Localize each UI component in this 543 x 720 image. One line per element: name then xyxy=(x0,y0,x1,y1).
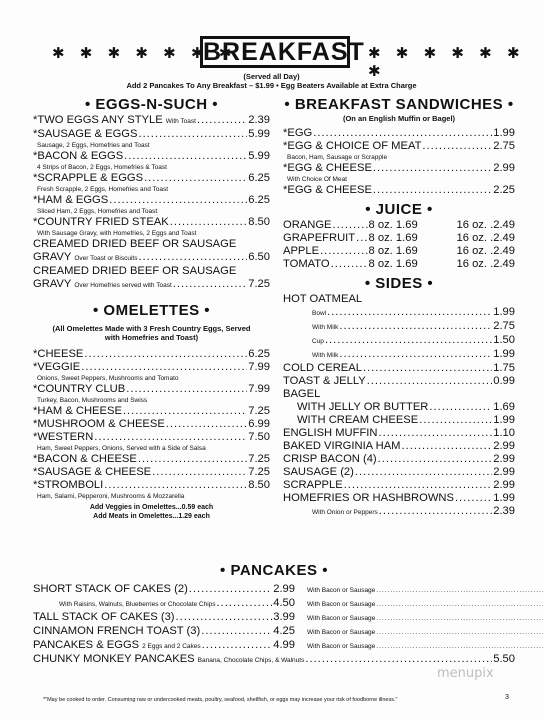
juice-8oz: 8 oz. 1.69 xyxy=(368,232,418,244)
menu-item: CHUNKY MONKEY PANCAKES Banana, Chocolate Chips, & Walnuts ..... 5.50 xyxy=(33,653,515,667)
item-price: 5.99 xyxy=(248,128,270,140)
item-name: CRISP BACON (4) xyxy=(283,453,377,465)
combo-label: With Bacon or Sausage xyxy=(307,629,376,636)
oatmeal-option xyxy=(283,320,515,334)
item-name: SAUSAGE & EGGS xyxy=(37,128,138,140)
leader-dots xyxy=(123,405,247,418)
juice-name: ORANGE xyxy=(283,219,332,231)
item-name: SAUSAGE (2) xyxy=(283,466,354,478)
menu-item xyxy=(33,453,270,466)
item-name: TALL STACK OF CAKES (3) xyxy=(33,611,175,623)
leader-dots xyxy=(126,383,247,396)
menu-item xyxy=(283,162,515,175)
item-name: VEGGIE xyxy=(37,361,81,373)
sides-list-2 xyxy=(283,427,515,505)
item-name: WESTERN xyxy=(37,431,94,443)
pancake-item xyxy=(33,583,515,597)
leader-dots xyxy=(94,431,247,444)
item-price: 6.25 xyxy=(248,348,270,360)
leader-dots xyxy=(422,140,492,153)
juice-8oz: 8 oz. 1.69 xyxy=(368,258,418,270)
menu-item xyxy=(283,375,515,388)
sides-section-title: • SIDES • xyxy=(364,275,434,292)
sandwich-list xyxy=(283,127,515,197)
item-name: CHEESE xyxy=(37,348,84,360)
leader-dots xyxy=(402,440,493,453)
menu-item xyxy=(283,140,515,153)
oatmeal-option xyxy=(283,348,515,362)
star-mark: * xyxy=(33,128,38,140)
item-name: EGG & CHEESE xyxy=(287,162,372,174)
pancake-list xyxy=(33,583,515,653)
pancake-left xyxy=(33,625,295,638)
item-name: EGG xyxy=(287,127,313,139)
leader-dots xyxy=(152,466,247,479)
add-meats-note: Add Meats in Omelettes...1.29 each xyxy=(93,513,210,520)
item-description: 4 Strips of Bacon, 2 Eggs, Homefries & Toast xyxy=(37,164,167,171)
left-column xyxy=(33,96,270,521)
sandwiches-section-title: • BREAKFAST SANDWICHES • xyxy=(284,96,514,113)
star-mark: * xyxy=(283,140,288,152)
item-price: 1.99 xyxy=(493,306,515,318)
menu-item: With Onion or Peppers ..... 2.39 xyxy=(283,505,515,519)
leader-dots xyxy=(189,583,272,596)
menu-item xyxy=(33,431,270,444)
item-price: 1.99 xyxy=(493,127,515,139)
item-name: COUNTRY FRIED STEAK xyxy=(37,216,169,228)
star-mark: * xyxy=(33,114,38,126)
juice-section-title: • JUICE • xyxy=(365,201,433,218)
leader-dots xyxy=(376,584,543,597)
leader-dots xyxy=(138,453,247,466)
item-price: 7.25 xyxy=(248,466,270,478)
menu-item xyxy=(283,479,515,492)
leader-dots xyxy=(455,492,492,505)
item-price: 2.75 xyxy=(493,140,515,152)
item-name: HAM & CHEESE xyxy=(37,405,122,417)
item-name: SAUSAGE & CHEESE xyxy=(37,466,152,478)
leader-dots xyxy=(84,348,247,361)
leader-dots xyxy=(138,128,247,141)
menu-item: CREAMED DRIED BEEF OR SAUSAGE xyxy=(33,265,237,277)
leader-dots xyxy=(124,150,247,163)
juice-8oz: 8 oz. 1.69 xyxy=(368,219,418,231)
item-price: 2.75 xyxy=(493,320,515,332)
pancakes-section xyxy=(33,562,515,667)
menu-item xyxy=(33,348,270,361)
pancake-addon-note: Add 2 Pancakes To Any Breakfast – $1.99 • Egg Beaters Available at Extra Charge xyxy=(126,81,417,90)
page-title: BREAKFAST xyxy=(200,36,350,68)
star-mark: * xyxy=(283,184,288,196)
combo-label: With Bacon or Sausage xyxy=(307,587,376,594)
item-price: 4.99 xyxy=(273,639,295,651)
omelette-list xyxy=(33,348,270,501)
leader-dots xyxy=(373,184,492,197)
served-note: (Served all Day) xyxy=(243,72,300,81)
leader-dots xyxy=(176,611,273,624)
pancake-left xyxy=(33,611,295,624)
item-price: 2.99 xyxy=(273,583,295,595)
menu-item xyxy=(33,150,270,163)
leader-dots xyxy=(202,639,273,652)
menu-item xyxy=(33,479,270,492)
item-name: PANCAKES & EGGS xyxy=(33,639,140,651)
item-note: With Toast xyxy=(165,118,196,125)
juice-16oz: 16 oz. .2.49 xyxy=(456,219,515,231)
item-price: 2.99 xyxy=(493,440,515,452)
stars-right: ✱ ✱ ✱ ✱ ✱ ✱ ✱ xyxy=(368,44,525,80)
menu-item xyxy=(283,427,515,440)
stars-left: ✱ ✱ ✱ ✱ ✱ ✱ ✱ xyxy=(52,44,237,62)
omelettes-section-title: • OMELETTES • xyxy=(92,302,210,319)
leader-dots xyxy=(339,348,492,361)
menu-item xyxy=(283,414,515,427)
menu-item xyxy=(33,418,270,431)
item-price: 3.99 xyxy=(273,611,295,623)
star-mark: * xyxy=(33,348,38,360)
item-description: Ham, Salami, Pepperoni, Mushrooms & Mozzarella xyxy=(37,493,185,500)
juice-item xyxy=(283,245,515,258)
item-name: BACON & EGGS xyxy=(37,150,124,162)
menu-item xyxy=(283,440,515,453)
leader-dots xyxy=(344,479,493,492)
item-name: With Milk xyxy=(312,352,339,359)
item-name: SCRAPPLE xyxy=(283,479,343,491)
item-price: 7.50 xyxy=(248,431,270,443)
item-description: Fresh Scrapple, 2 Eggs, Homefries and Toast xyxy=(37,186,169,193)
item-price: 4.50 xyxy=(273,597,295,609)
item-name: Bowl xyxy=(312,310,327,317)
item-price: 8.50 xyxy=(248,479,270,491)
leader-dots xyxy=(339,320,492,333)
item-name: HAM & EGGS xyxy=(37,194,109,206)
menu-item xyxy=(33,128,270,141)
pancake-right xyxy=(295,611,543,625)
item-price: 7.25 xyxy=(248,453,270,465)
menu-item: HOT OATMEAL xyxy=(283,293,363,305)
leader-dots xyxy=(201,625,272,638)
item-price: 2.99 xyxy=(493,479,515,491)
combo-label: With Bacon or Sausage xyxy=(307,643,376,650)
menu-item xyxy=(283,492,515,505)
juice-name: TOMATO xyxy=(283,258,330,270)
star-mark: * xyxy=(33,466,38,478)
item-name: TWO EGGS ANY STYLE xyxy=(37,114,163,126)
leader-dots xyxy=(170,216,247,229)
menu-item xyxy=(33,172,270,185)
pancake-right xyxy=(295,597,543,611)
menu-item: GRAVY Over Toast or Biscuits ..... 6.50 xyxy=(33,251,270,265)
pancake-item xyxy=(33,625,515,639)
add-veggies-note: Add Veggies in Omelettes...0.59 each xyxy=(89,504,214,511)
item-price: 2.99 xyxy=(493,453,515,465)
leader-dots xyxy=(355,466,492,479)
star-mark: * xyxy=(33,431,38,443)
item-name: MUSHROOM & CHEESE xyxy=(37,418,165,430)
menu-item xyxy=(283,127,515,140)
leader-dots xyxy=(429,401,492,414)
leader-dots xyxy=(378,453,493,466)
leader-dots xyxy=(325,334,492,347)
juice-item xyxy=(283,219,515,232)
item-price: 0.99 xyxy=(493,375,515,387)
leader-dots xyxy=(144,172,247,185)
item-name: CINNAMON FRENCH TOAST (3) xyxy=(33,625,201,637)
item-description: With Choice Of Meat xyxy=(287,176,347,183)
menu-item: BAGEL xyxy=(283,388,321,400)
leader-dots xyxy=(81,361,247,374)
leader-dots xyxy=(356,232,367,245)
star-mark: * xyxy=(33,361,38,373)
page-number: 3 xyxy=(505,694,509,701)
item-description: Turkey, Bacon, Mushrooms and Swiss xyxy=(37,397,148,404)
menu-item xyxy=(33,383,270,396)
leader-dots xyxy=(217,597,273,610)
item-name: Cup xyxy=(312,338,324,345)
menu-item xyxy=(283,466,515,479)
watermark: menupix xyxy=(437,666,494,681)
sandwiches-note: (On an English Muffin or Bagel) xyxy=(342,114,456,123)
leader-dots xyxy=(166,418,247,431)
item-note: 2 Eggs and 2 Cakes xyxy=(142,643,201,650)
item-price: 6.25 xyxy=(248,172,270,184)
leader-dots xyxy=(376,626,543,639)
right-column xyxy=(283,96,515,519)
item-price: 7.99 xyxy=(248,383,270,395)
oatmeal-option xyxy=(283,306,515,320)
item-name: COUNTRY CLUB xyxy=(37,383,126,395)
item-name: EGG & CHOICE OF MEAT xyxy=(287,140,422,152)
pancake-right xyxy=(295,639,543,653)
star-mark: * xyxy=(33,194,38,206)
menu-item xyxy=(283,401,515,414)
item-price: 4.25 xyxy=(273,625,295,637)
item-price: 7.25 xyxy=(248,405,270,417)
item-name: With Milk xyxy=(312,324,339,331)
leader-dots xyxy=(376,598,543,611)
item-price: 6.99 xyxy=(248,418,270,430)
star-mark: * xyxy=(33,383,38,395)
item-name: WITH CREAM CHEESE xyxy=(297,414,419,426)
leader-dots xyxy=(197,114,247,127)
item-price: 1.99 xyxy=(493,348,515,360)
item-description: Bacon, Ham, Sausage or Scrapple xyxy=(287,154,388,161)
oatmeal-list xyxy=(283,306,515,362)
item-price: 5.99 xyxy=(248,150,270,162)
juice-name: GRAPEFRUIT xyxy=(283,232,356,244)
star-mark: * xyxy=(33,479,38,491)
item-name: HOMEFRIES OR HASHBROWNS xyxy=(283,492,454,504)
juice-item xyxy=(283,232,515,245)
item-price: 7.99 xyxy=(248,361,270,373)
item-description: Onions, Sweet Peppers, Mushrooms and Tomato xyxy=(37,375,179,382)
pancake-item xyxy=(33,611,515,625)
juice-16oz: 16 oz. .2.49 xyxy=(456,258,515,270)
pancake-left xyxy=(33,639,295,653)
menu-item xyxy=(33,114,270,128)
item-description: Sliced Ham, 2 Eggs, Homefries and Toast xyxy=(37,208,158,215)
leader-dots xyxy=(320,245,367,258)
star-mark: * xyxy=(33,150,38,162)
item-description: With Sausage Gravy, with Homefries, 2 Eggs and Toast xyxy=(37,230,197,237)
leader-dots xyxy=(327,306,492,319)
item-name: WITH JELLY OR BUTTER xyxy=(297,401,429,413)
leader-dots xyxy=(331,258,368,271)
item-price: 8.50 xyxy=(248,216,270,228)
menu-item xyxy=(283,184,515,197)
star-mark: * xyxy=(33,405,38,417)
item-price: 6.25 xyxy=(248,194,270,206)
pancakes-section-title: • PANCAKES • xyxy=(220,562,328,579)
item-name: SCRAPPLE & EGGS xyxy=(37,172,144,184)
item-name: BACON & CHEESE xyxy=(37,453,137,465)
item-name: COLD CEREAL xyxy=(283,362,362,374)
item-price: 2.99 xyxy=(493,466,515,478)
leader-dots xyxy=(363,362,492,375)
eggs-list xyxy=(33,114,270,238)
leader-dots xyxy=(313,127,492,140)
juice-8oz: 8 oz. 1.69 xyxy=(368,245,418,257)
pancake-left xyxy=(33,583,295,596)
star-mark: * xyxy=(33,453,38,465)
menu-item: GRAVY Over Homefries served with Toast ..... 7.25 xyxy=(33,278,270,292)
leader-dots xyxy=(376,612,543,625)
leader-dots xyxy=(367,375,493,388)
pancake-item xyxy=(33,639,515,653)
item-name: TOAST & JELLY xyxy=(283,375,366,387)
leader-dots xyxy=(419,414,492,427)
item-description: Sausage, 2 Eggs, Homefries and Toast xyxy=(37,142,150,149)
leader-dots xyxy=(376,640,543,653)
leader-dots xyxy=(333,219,368,232)
menu-item xyxy=(33,194,270,207)
eggs-section-title: • EGGS-N-SUCH • xyxy=(84,96,218,113)
leader-dots xyxy=(373,162,492,175)
menu-item xyxy=(33,361,270,374)
star-mark: * xyxy=(33,216,38,228)
menu-item xyxy=(283,362,515,375)
pancake-left xyxy=(33,597,295,611)
juice-item xyxy=(283,258,515,271)
item-price: 2.99 xyxy=(493,162,515,174)
juice-16oz: 16 oz. .2.49 xyxy=(456,245,515,257)
juice-name: APPLE xyxy=(283,245,320,257)
leader-dots xyxy=(109,194,247,207)
item-price: 1.99 xyxy=(493,492,515,504)
item-price: 2.39 xyxy=(248,114,270,126)
juice-list xyxy=(283,219,515,271)
pancake-item xyxy=(33,597,515,611)
oatmeal-option xyxy=(283,334,515,348)
item-price: 1.50 xyxy=(493,334,515,346)
food-safety-disclaimer: *"May be cooked to order. Consuming raw or undercooked meats, poultry, seafood, shellfish, or eggs may increase your risk of foodborne illness." xyxy=(43,697,398,703)
combo-label: With Bacon or Sausage xyxy=(307,601,376,608)
menu-item xyxy=(33,466,270,479)
star-mark: * xyxy=(33,172,38,184)
item-name: ENGLISH MUFFIN xyxy=(283,427,378,439)
menu-item xyxy=(283,453,515,466)
leader-dots xyxy=(104,479,247,492)
pancake-right xyxy=(295,583,543,597)
item-name: EGG & CHEESE xyxy=(287,184,372,196)
item-price: 2.25 xyxy=(493,184,515,196)
item-name: BAKED VIRGINIA HAM xyxy=(283,440,401,452)
menu-item xyxy=(33,405,270,418)
item-price: 1.69 xyxy=(493,401,515,413)
omelettes-note-2: with Homefries and Toast) xyxy=(104,333,199,342)
omelettes-note-1: (All Omelettes Made with 3 Fresh Country Eggs, Served xyxy=(52,324,251,333)
item-name: SHORT STACK OF CAKES (2) xyxy=(33,583,188,595)
item-price: 1.75 xyxy=(493,362,515,374)
item-description: Ham, Sweet Peppers, Onions, Served with a Side of Salsa xyxy=(37,445,206,452)
star-mark: * xyxy=(283,162,288,174)
combo-label: With Bacon or Sausage xyxy=(307,615,376,622)
item-price: 1.10 xyxy=(493,427,515,439)
item-name: STROMBOLI xyxy=(37,479,104,491)
menu-item xyxy=(33,216,270,229)
menu-item: CREAMED DRIED BEEF OR SAUSAGE xyxy=(33,238,237,250)
star-mark: * xyxy=(283,127,288,139)
item-price: 1.99 xyxy=(493,414,515,426)
pancake-right xyxy=(295,625,543,639)
bagel-list xyxy=(283,401,515,427)
star-mark: * xyxy=(33,418,38,430)
leader-dots xyxy=(378,427,492,440)
sides-list-1 xyxy=(283,362,515,388)
juice-16oz: 16 oz. .2.49 xyxy=(456,232,515,244)
item-name: With Raisins, Walnuts, Blueberries or Chocolate Chips xyxy=(59,601,216,608)
